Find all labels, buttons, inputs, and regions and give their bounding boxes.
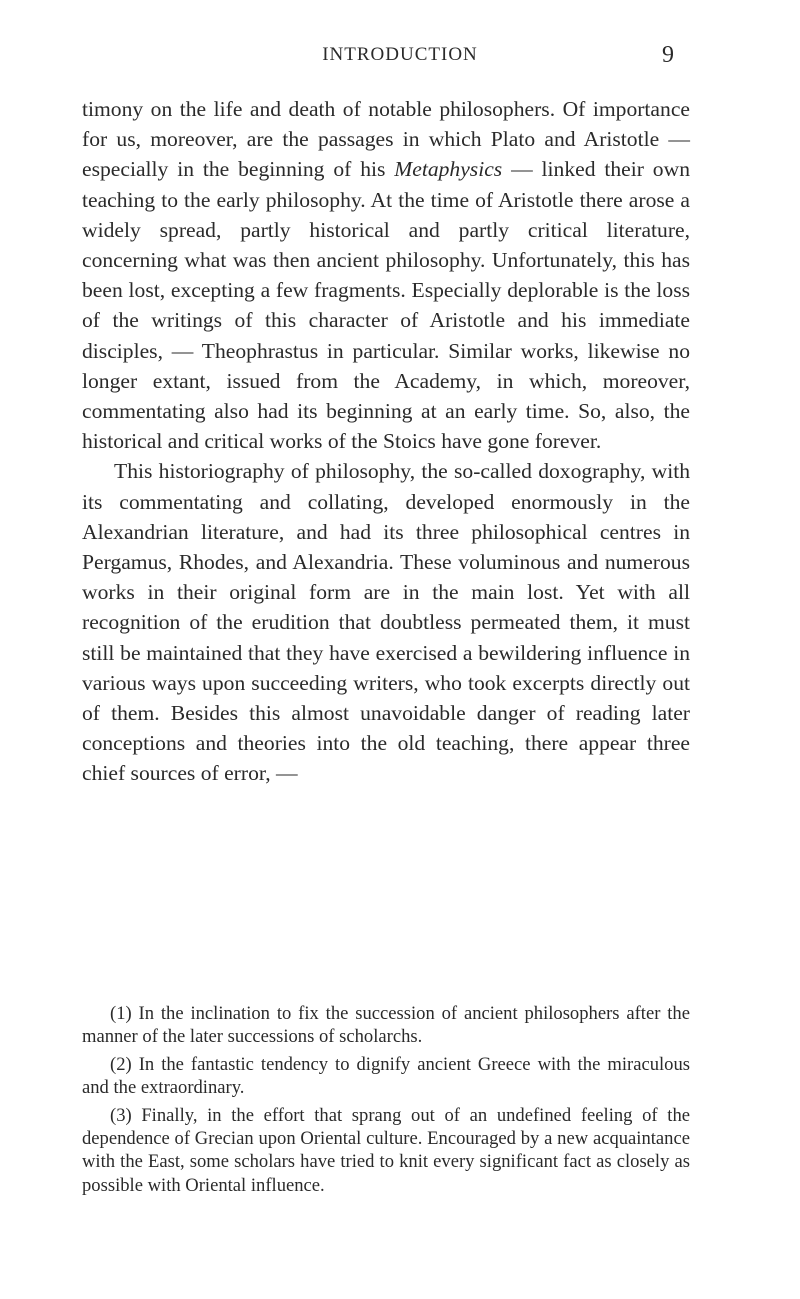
page-number: 9 <box>662 42 674 68</box>
paragraph-text: — linked their own teaching to the early philosophy. At the time of Aristotle there arose a widely spread, partly historical and partly critical literature, concerning what was then ancient philosophy. Unfortunately, this has been lost, excepting a few fragments. Especially deplorable is the loss of the writings of this character of Aristotle and his immediate disciples, — Theophrastus in particular. Similar works, likewise no longer extant, issued from the Academy, in which, moreover, commentating also had its beginning at an early time. So, also, the historical and critical works of the Stoics have gone forever. <box>82 157 690 454</box>
note-item: (2) In the fantastic tendency to dignify ancient Greece with the miraculous and the extraordinary. <box>82 1053 690 1099</box>
paragraph <box>82 94 690 456</box>
body-text <box>82 94 690 789</box>
book-title: Metaphysics <box>394 157 503 182</box>
paragraph: This historiography of philosophy, the so-called doxography, with its commentating and collating, developed enormously in the Alexandrian literature, and had its three philosophical centres in Pergamus, Rhodes, and Alexandria. These voluminous and numerous works in their original form are in the main lost. Yet with all recognition of the erudition that doubtless permeated them, it must still be maintained that they have exercised a bewildering influence in various ways upon succeeding writers, who took excerpts directly out of them. Besides this almost unavoidable danger of reading later conceptions and theories into the old teaching, there appear three chief sources of error, — <box>82 459 690 786</box>
paragraph-text: timony on the life and death of notable philosophers. Of importance for us, moreover, are the passages in which Plato and Aristotle — especially in the beginning of his <box>82 97 690 182</box>
enumerated-notes <box>82 1002 690 1201</box>
note-item: (3) Finally, in the effort that sprang out of an undefined feeling of the dependence of Grecian upon Oriental culture. Encouraged by a new acquaintance with the East, some scholars have tried to knit every significant fact as closely as possible with Oriental influence. <box>82 1104 690 1196</box>
note-item: (1) In the inclination to fix the succession of ancient philosophers after the manner of the later successions of scholarchs. <box>82 1003 690 1048</box>
running-head: INTRODUCTION <box>322 44 478 65</box>
page-header <box>0 44 800 74</box>
